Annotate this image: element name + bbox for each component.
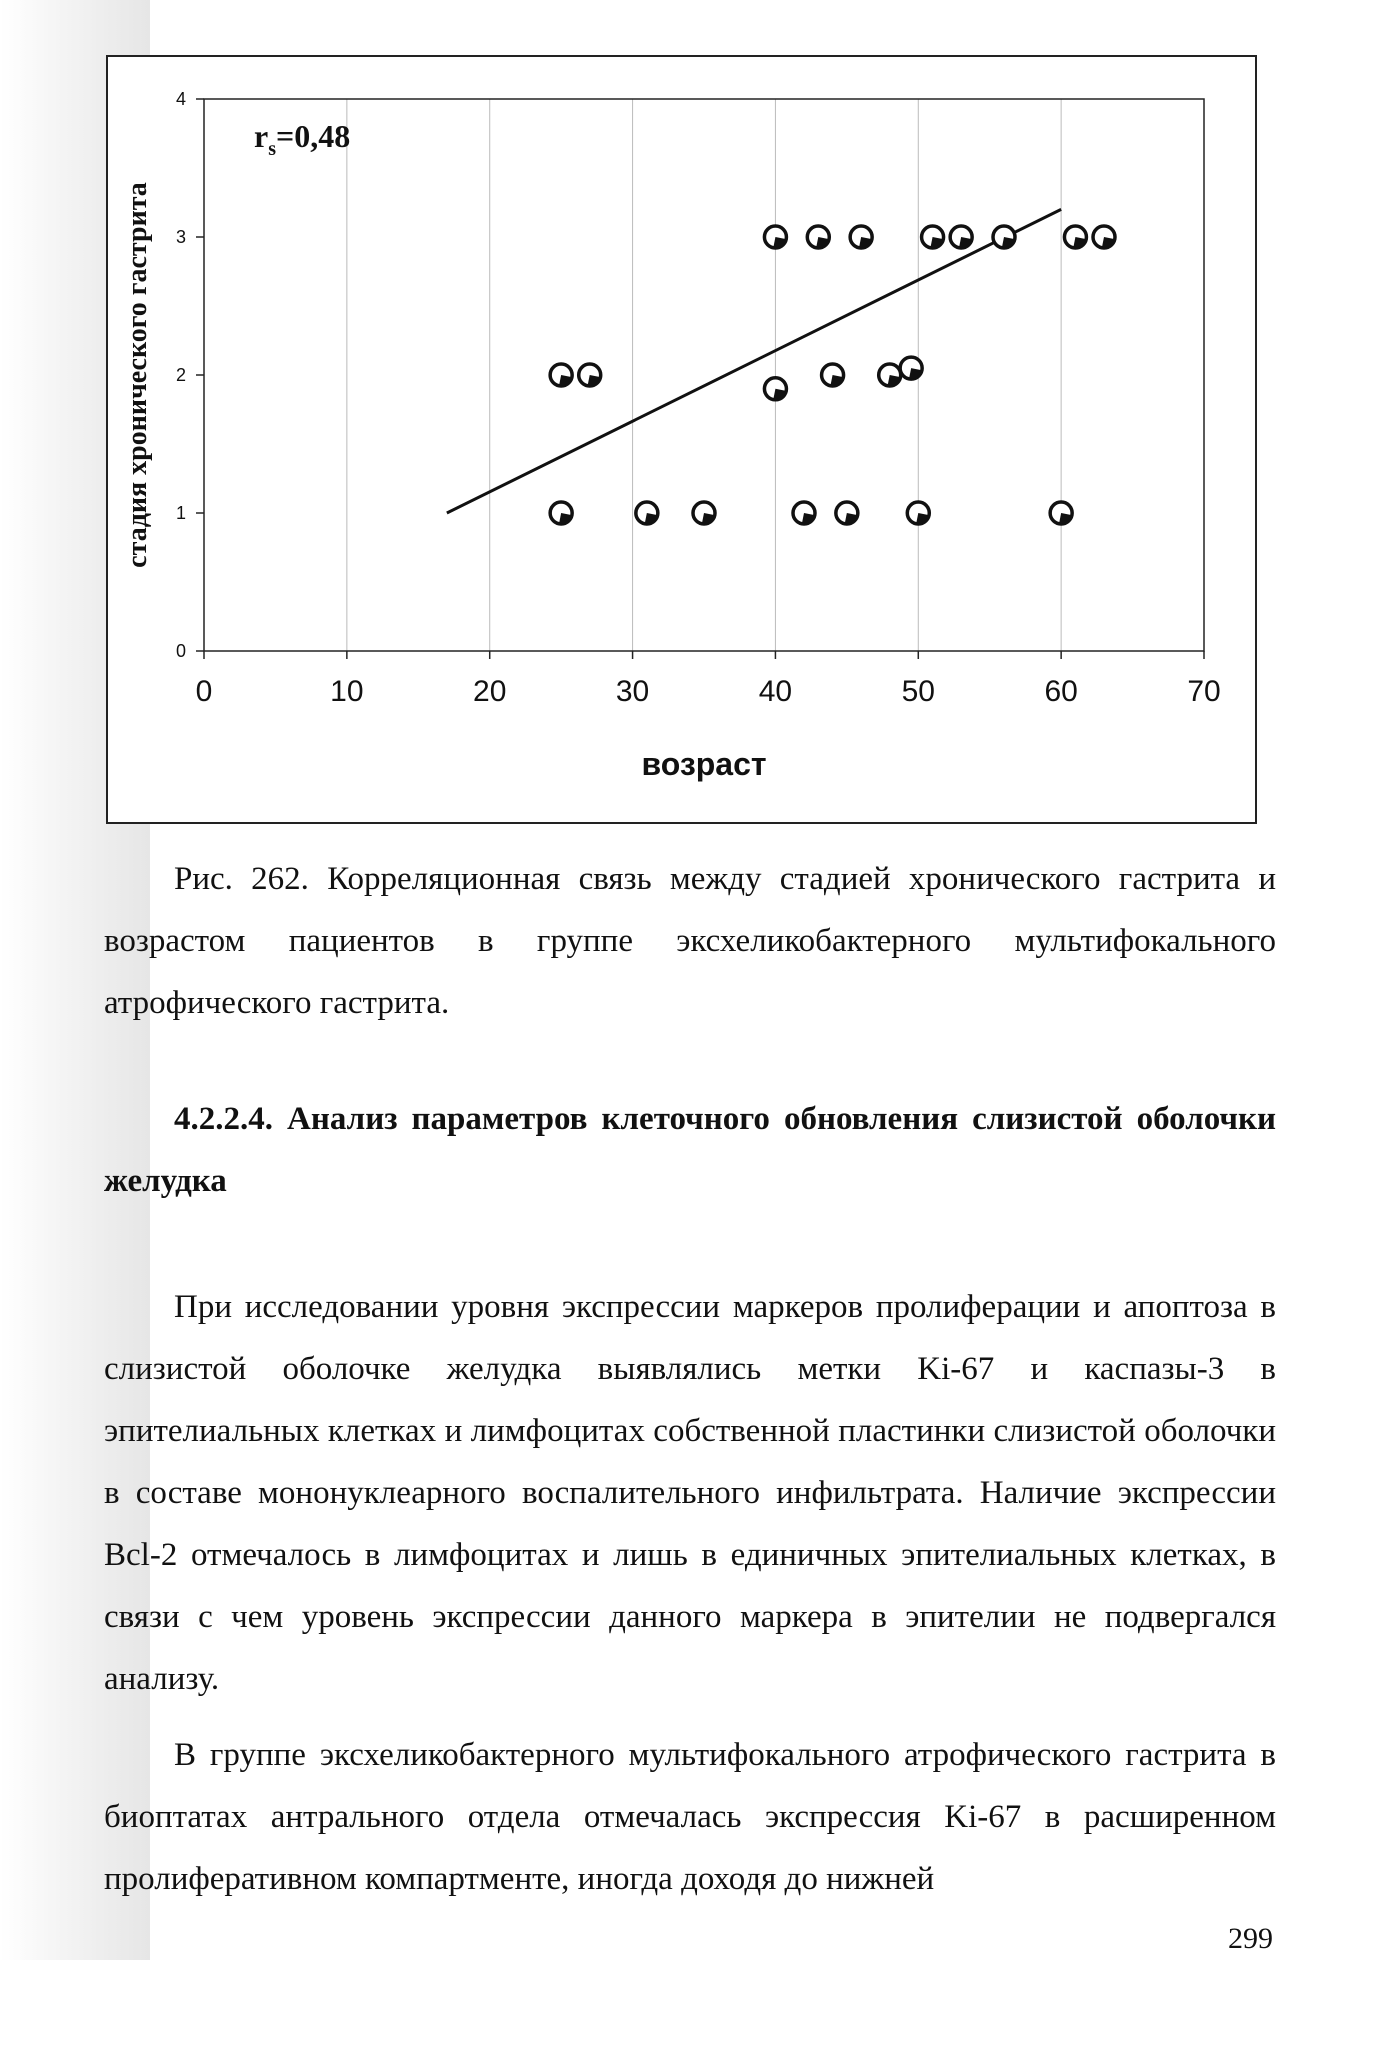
data-point <box>636 502 658 524</box>
trendline-group <box>447 209 1061 513</box>
x-tick-label: 50 <box>901 675 935 708</box>
x-tick-label: 60 <box>1044 675 1078 708</box>
data-point <box>1064 226 1086 248</box>
data-point <box>793 502 815 524</box>
data-points <box>550 226 1115 524</box>
y-axis-label: стадия хронического гастрита <box>122 182 153 568</box>
data-point <box>836 502 858 524</box>
figure-caption: Рис. 262. Корреляционная связь между стадией хронического гастрита и возрастом пациентов в группе эксхеликобактерного мультифокального атрофического гастрита. <box>104 861 1276 1021</box>
data-point <box>550 502 572 524</box>
x-tick-label: 20 <box>473 675 507 708</box>
y-tick-label: 4 <box>175 89 186 109</box>
x-tick-label: 40 <box>758 675 793 708</box>
y-tick-label: 0 <box>175 641 186 661</box>
x-tick-label: 0 <box>195 675 213 708</box>
data-point <box>822 364 844 386</box>
data-point <box>764 378 786 400</box>
plot-area <box>204 99 1204 651</box>
data-point <box>993 226 1015 248</box>
section-heading: 4.2.2.4. Анализ параметров клеточного обновления слизистой оболочки желудка <box>104 1101 1276 1199</box>
data-point <box>550 364 572 386</box>
body-paragraph: В группе эксхеликобактерного мультифокального атрофического гастрита в биоптатах антрального отдела отмечалась экспрессия Ki-67 в расширенном пролиферативном компартменте, иногда доходя до нижней <box>104 1737 1276 1897</box>
axis-ticks <box>176 89 1221 708</box>
page-number: 299 <box>1228 1922 1273 1955</box>
data-point <box>850 226 872 248</box>
data-point <box>764 226 786 248</box>
x-tick-label: 30 <box>615 675 650 708</box>
annotation-subscript: s <box>268 138 276 160</box>
chart-frame <box>106 55 1257 824</box>
y-tick-label: 3 <box>175 227 186 247</box>
data-point <box>579 364 601 386</box>
body-paragraph: При исследовании уровня экспрессии маркеров пролиферации и апоптоза в слизистой оболочке желудка выявлялись метки Ki-67 и каспазы-3 в эпителиальных клетках и лимфоцитах собственной пластинки слизистой оболочки в составе мононуклеарного воспалительного инфильтрата. Наличие экспрессии Bcl-2 отмечалось в лимфоцитах и лишь в единичных эпителиальных клетках, в связи с чем уровень экспрессии данного маркера в эпителии не подвергался анализу. <box>104 1289 1276 1697</box>
data-point <box>922 226 944 248</box>
data-point <box>907 502 929 524</box>
annotation-value: =0,48 <box>276 118 351 154</box>
x-axis-label: возраст <box>641 746 767 782</box>
data-point <box>1050 502 1072 524</box>
data-point <box>879 364 901 386</box>
x-tick-label: 10 <box>330 675 364 708</box>
data-point <box>1093 226 1115 248</box>
data-point <box>950 226 972 248</box>
data-point <box>807 226 829 248</box>
data-point <box>900 357 922 379</box>
x-tick-label: 70 <box>1187 675 1221 708</box>
scatter-chart <box>108 57 1255 822</box>
trendline <box>447 209 1061 513</box>
correlation-annotation <box>254 118 350 160</box>
y-tick-label: 1 <box>175 503 186 523</box>
annotation-r: r <box>254 118 269 154</box>
grid-lines <box>347 99 1061 651</box>
data-point <box>693 502 715 524</box>
y-tick-label: 2 <box>175 365 186 385</box>
